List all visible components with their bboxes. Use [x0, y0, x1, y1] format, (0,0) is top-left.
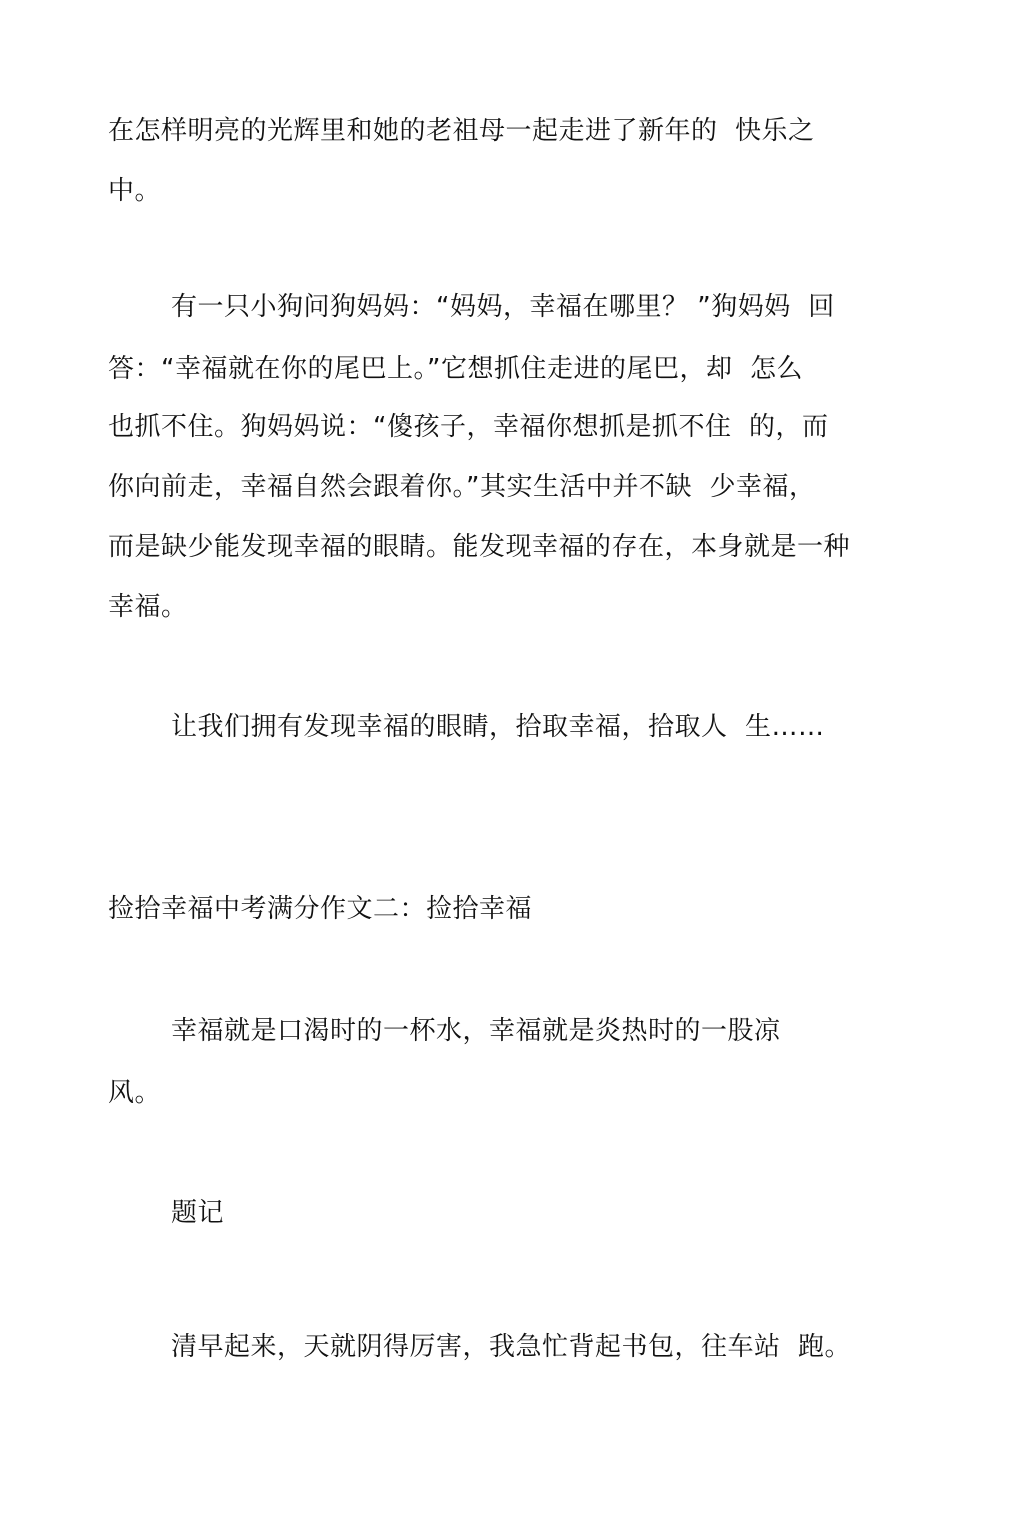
text-line: 幸福就是口渴时的一杯水，幸福就是炎热时的一股凉 — [171, 1016, 781, 1046]
text-line: 答：“幸福就在你的尾巴上。”它想抓住走进的尾巴，却 怎么 — [108, 354, 803, 384]
text-line: 而是缺少能发现幸福的眼睛。能发现幸福的存在，本身就是一种 — [108, 532, 851, 562]
text-line: 中。 — [108, 176, 162, 206]
text-line: 风。 — [108, 1078, 162, 1108]
text-line: 题记 — [171, 1198, 225, 1228]
text-line: 让我们拥有发现幸福的眼睛，拾取幸福，拾取人 生…… — [171, 712, 825, 742]
text-line: 在怎样明亮的光辉里和她的老祖母一起走进了新年的 快乐之 — [108, 116, 815, 146]
text-line: 有一只小狗问狗妈妈：“妈妈，幸福在哪里？ ”狗妈妈 回 — [171, 292, 835, 322]
section-heading: 捡拾幸福中考满分作文二：捡拾幸福 — [108, 894, 533, 924]
text-line: 也抓不住。狗妈妈说：“傻孩子，幸福你想抓是抓不住 的，而 — [108, 412, 829, 442]
text-line: 你向前走，幸福自然会跟着你。”其实生活中并不缺 少幸福， — [108, 472, 816, 502]
text-line: 幸福。 — [108, 592, 188, 622]
text-line: 清早起来，天就阴得厉害，我急忙背起书包，往车站 跑。 — [171, 1332, 852, 1362]
